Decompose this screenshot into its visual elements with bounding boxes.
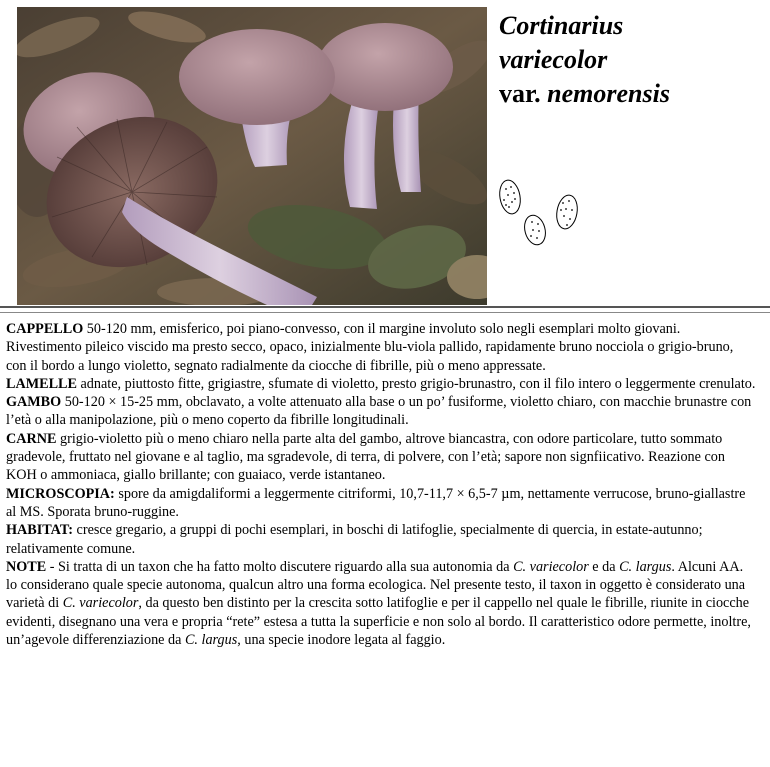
mushroom-photo	[17, 7, 487, 305]
note-text-4: , da questo ben distinto per la crescita sotto latifoglie e per il cappello nel quale le fibrille, riunite in ciocche evidenti, disegnano una vera e propria “rete” estesa a tutta la superficie e non solo al bordo. Il caratteristico odore permette, inoltre, un’agevole differenziazione da	[6, 595, 751, 649]
title-species: variecolor	[499, 45, 608, 74]
note-text-3: . Alcuni AA. lo considerano quale specie autonoma, qualcun altro una forma ecologica. Nel presente testo, il taxon in oggetto è considerato una varietà di	[6, 558, 746, 612]
section-habitat	[6, 521, 756, 558]
description-text	[6, 320, 756, 649]
label-gambo: GAMBO	[6, 394, 62, 411]
section-note	[6, 558, 756, 649]
note-taxon-2: C. largus	[619, 558, 672, 575]
spores-illustration	[495, 175, 585, 250]
title-genus: Cortinarius	[499, 11, 624, 40]
divider-bottom	[0, 312, 770, 313]
note-taxon-3: C. variecolor	[62, 595, 139, 612]
note-text-2: e da	[588, 558, 620, 575]
title-variety-name: nemorensis	[547, 79, 670, 108]
species-title	[499, 9, 764, 111]
label-lamelle: LAMELLE	[6, 375, 77, 392]
title-variety	[499, 77, 764, 111]
section-carne	[6, 430, 756, 485]
note-text-1: - Si tratta di un taxon che ha fatto molto discutere riguardo alla sua autonomia da	[46, 558, 514, 575]
label-habitat: HABITAT:	[6, 522, 73, 539]
section-lamelle	[6, 375, 756, 393]
divider-top	[0, 306, 770, 308]
section-gambo	[6, 393, 756, 430]
title-variety-prefix: var.	[499, 79, 548, 108]
text-cappello: 50-120 mm, emisferico, poi piano-convesso, con il margine involuto solo negli esemplari molto giovani. Rivestimento pileico viscido ma presto secco, opaco, inizialmente blu-viola pallido, rapidamente bruno nocciola o grigio-bruno, con il bordo a lungo violetto, segnato radialmente da ciocche di fibrille, più o meno appressate.	[6, 321, 734, 374]
text-habitat: cresce gregario, a gruppi di pochi esemplari, in boschi di latifoglie, specialmente di quercia, in estate-autunno; relativamente comune.	[6, 522, 703, 557]
label-note: NOTE	[6, 558, 47, 575]
note-taxon-1: C. variecolor	[513, 558, 589, 575]
text-lamelle: adnate, piuttosto fitte, grigiastre, sfumate di violetto, presto grigio-brunastro, con il filo intero o leggermente crenulato.	[76, 375, 756, 392]
note-text-5: , una specie inodore legata al faggio.	[237, 632, 446, 649]
note-taxon-4: C. largus	[184, 632, 238, 649]
text-microscopia: spore da amigdaliformi a leggermente citriformi, 10,7-11,7 × 6,5-7 µm, nettamente verrucose, bruno-giallastre al MS. Sporata bruno-ruggine.	[6, 485, 746, 520]
section-cappello	[6, 320, 756, 375]
label-cappello: CAPPELLO	[6, 321, 84, 337]
label-carne: CARNE	[6, 430, 57, 447]
text-carne: grigio-violetto più o meno chiaro nella parte alta del gambo, altrove biancastra, con odore particolare, tutto sommato gradevole, fruttato nel giovane e al taglio, ma sgradevole, di terra, di polvere, con l’età; sapore non signfiicativo. Reazione con KOH o ammoniaca, giallo brillante; con guaiaco, verde istantaneo.	[6, 430, 725, 484]
section-microscopia	[6, 485, 756, 522]
label-microscopia: MICROSCOPIA:	[6, 485, 115, 502]
text-gambo: 50-120 × 15-25 mm, obclavato, a volte attenuato alla base o un po’ fusiforme, violetto chiaro, con macchie brunastre con l’età o alla manipolazione, più o meno coperto da fibrille longitudinali.	[6, 394, 752, 429]
